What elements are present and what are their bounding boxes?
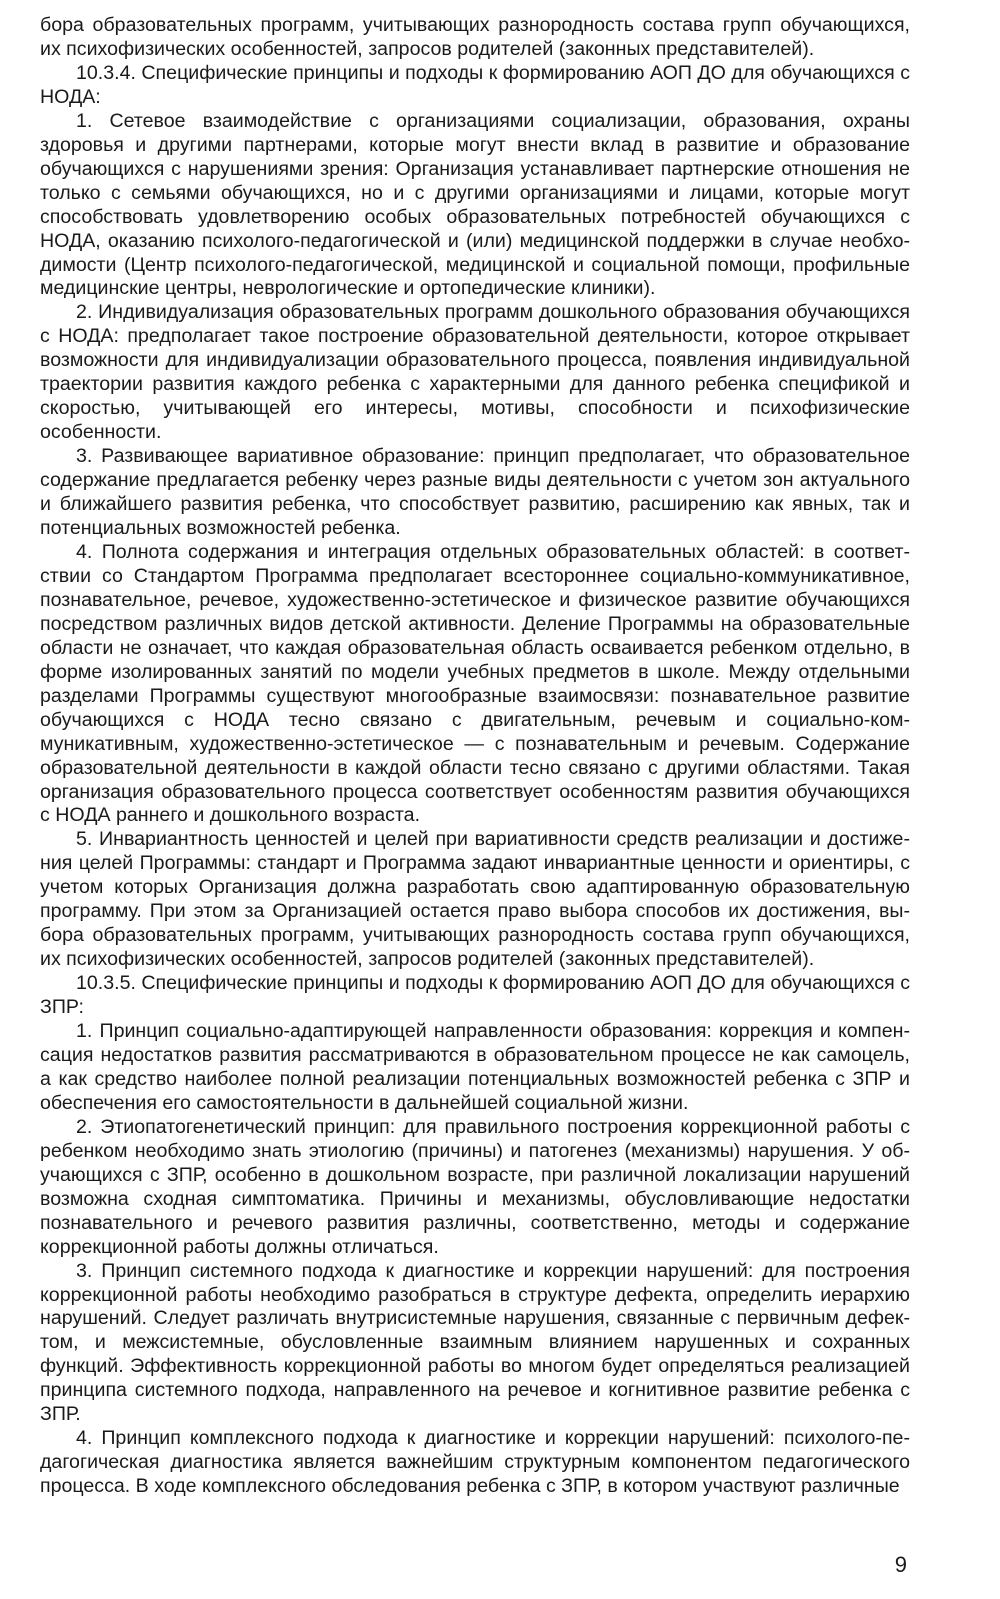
paragraph-zpr-2: 2. Этиопатогенетический принцип: для правильного построения коррекционной работы с ребенком необходимо знать этиологию (причины) и патогенез (механизмы) нарушения. У обучающихся с ЗПР, особенно в дошкольном возрасте, при различной локализации нарушений возможна сходная симптоматика. Причины и механизмы, обусловливающие недостатки познавательного и речевого развития различны, соответственно, методы и содержание коррекционной работы должны отличаться. xyxy=(40,1115,910,1258)
paragraph-continuation: бора образовательных программ, учитывающих разнородность состава групп обучающихся, их психофизических особенностей, запросов родителей (законных представителей). xyxy=(40,14,910,60)
section-heading-10-3-4: 10.3.4. Специфические принципы и подходы к формированию АОП ДО для обучающихся с НОДА: xyxy=(40,61,910,108)
paragraph-zpr-1: 1. Принцип социально-адаптирующей направленности образования: коррекция и компенсация недостатков развития рассматриваются в образовательном процессе не как самоцель, а как средство наиболее полной реализации потенциальных возможностей ребенка с ЗПР и обеспечения его самостоятельности в дальнейшей социальной жизни. xyxy=(40,1020,910,1114)
paragraph-noda-3: 3. Развивающее вариативное образование: принцип предполагает, что образовательное содержание предлагается ребенку через разные виды деятельности с учетом зон актуального и ближайшего развития ребенка, что способствует развитию, расширению как явных, так и потенциальных возможностей ребенка. xyxy=(40,445,910,540)
section-heading-10-3-5: 10.3.5. Специфические принципы и подходы к формированию АОП ДО для обучающихся с ЗПР: xyxy=(40,972,910,1019)
page-text xyxy=(40,14,910,1544)
paragraph-zpr-4: 4. Принцип комплексного подхода к диагностике и коррекции нарушений: психолого-педагогическая диагностика является важнейшим структурным компонентом педагогического процесса. В ходе комплексного обследования ребенка с ЗПР, в котором участвуют различные xyxy=(40,1427,910,1498)
paragraph-noda-5: 5. Инвариантность ценностей и целей при вариативности средств реализации и достижения целей Программы: стандарт и Программа задают инвариантные ценности и ориентиры, с учетом которых Организация должна разработать свою адаптированную образовательную программу. При этом за Организацией остается право выбора способов их достижения, выбора образовательных программ, учитывающих разнородность состава групп обучающихся, их психофизических особенностей, запросов родителей (законных представителей). xyxy=(40,828,910,971)
paragraph-noda-2: 2. Индивидуализация образовательных программ дошкольного образования обучающихся с НОДА: предполагает такое построение образовательной деятельности, которое открывает возможности для индивидуализации образовательного процесса, появления индивидуальной траектории развития каждого ребенка с характерными для данного ребенка спецификой и скоростью, учитывающей его интересы, мотивы, способности и психофизические особенности. xyxy=(40,301,910,444)
paragraph-noda-4: 4. Полнота содержания и интеграция отдельных образовательных областей: в соответствии со Стандартом Программа предполагает всестороннее социально-коммуникативное, познавательное, речевое, художественно-эстетическое и физическое развитие обучающихся посредством различных видов детской активности. Деление Программы на образовательные области не означает, что каждая образовательная область осваивается ребенком отдельно, в форме изолированных занятий по модели учебных предметов в школе. Между отдельными разделами Программы существуют многообразные взаимосвязи: познавательное развитие обучающихся с НОДА тесно связано с двигательным, речевым и социально-коммуникативным, художественно-эстетическое — с познавательным и речевым. Содержание образовательной деятельности в каждой области тесно связано с другими областями. Такая организация образовательного процесса соответствует особенностям развития обучающихся с НОДА раннего и дошкольного возраста. xyxy=(40,540,910,827)
paragraph-zpr-3: 3. Принцип системного подхода к диагностике и коррекции нарушений: для построения коррекционной работы необходимо разобраться в структуре дефекта, определить иерархию нарушений. Следует различать внутрисистемные нарушения, связанные с первичным дефектом, и межсистемные, обусловленные взаимным влиянием нарушенных и сохранных функций. Эффективность коррекционной работы во многом будет определяться реализацией принципа системного подхода, направленного на речевое и когнитивное развитие ребенка с ЗПР. xyxy=(40,1259,910,1426)
page-number: 9 xyxy=(894,1552,907,1577)
paragraph-noda-1: 1. Сетевое взаимодействие с организациями социализации, образования, охраны здоровья и другими партнерами, которые могут внести вклад в развитие и образование обучающихся с нарушениями зрения: Организация устанавливает партнерские отношения не только с семьями обучающихся, но и с другими организациями и лицами, которые могут способствовать удовлетворению особых образовательных потребностей обучающихся с НОДА, оказанию психолого-педагогической и (или) медицинской поддержки в случае необходимости (Центр психолого-педагогической, медицинской и социальной помощи, профильные медицинские центры, неврологические и ортопедические клиники). xyxy=(40,109,910,300)
